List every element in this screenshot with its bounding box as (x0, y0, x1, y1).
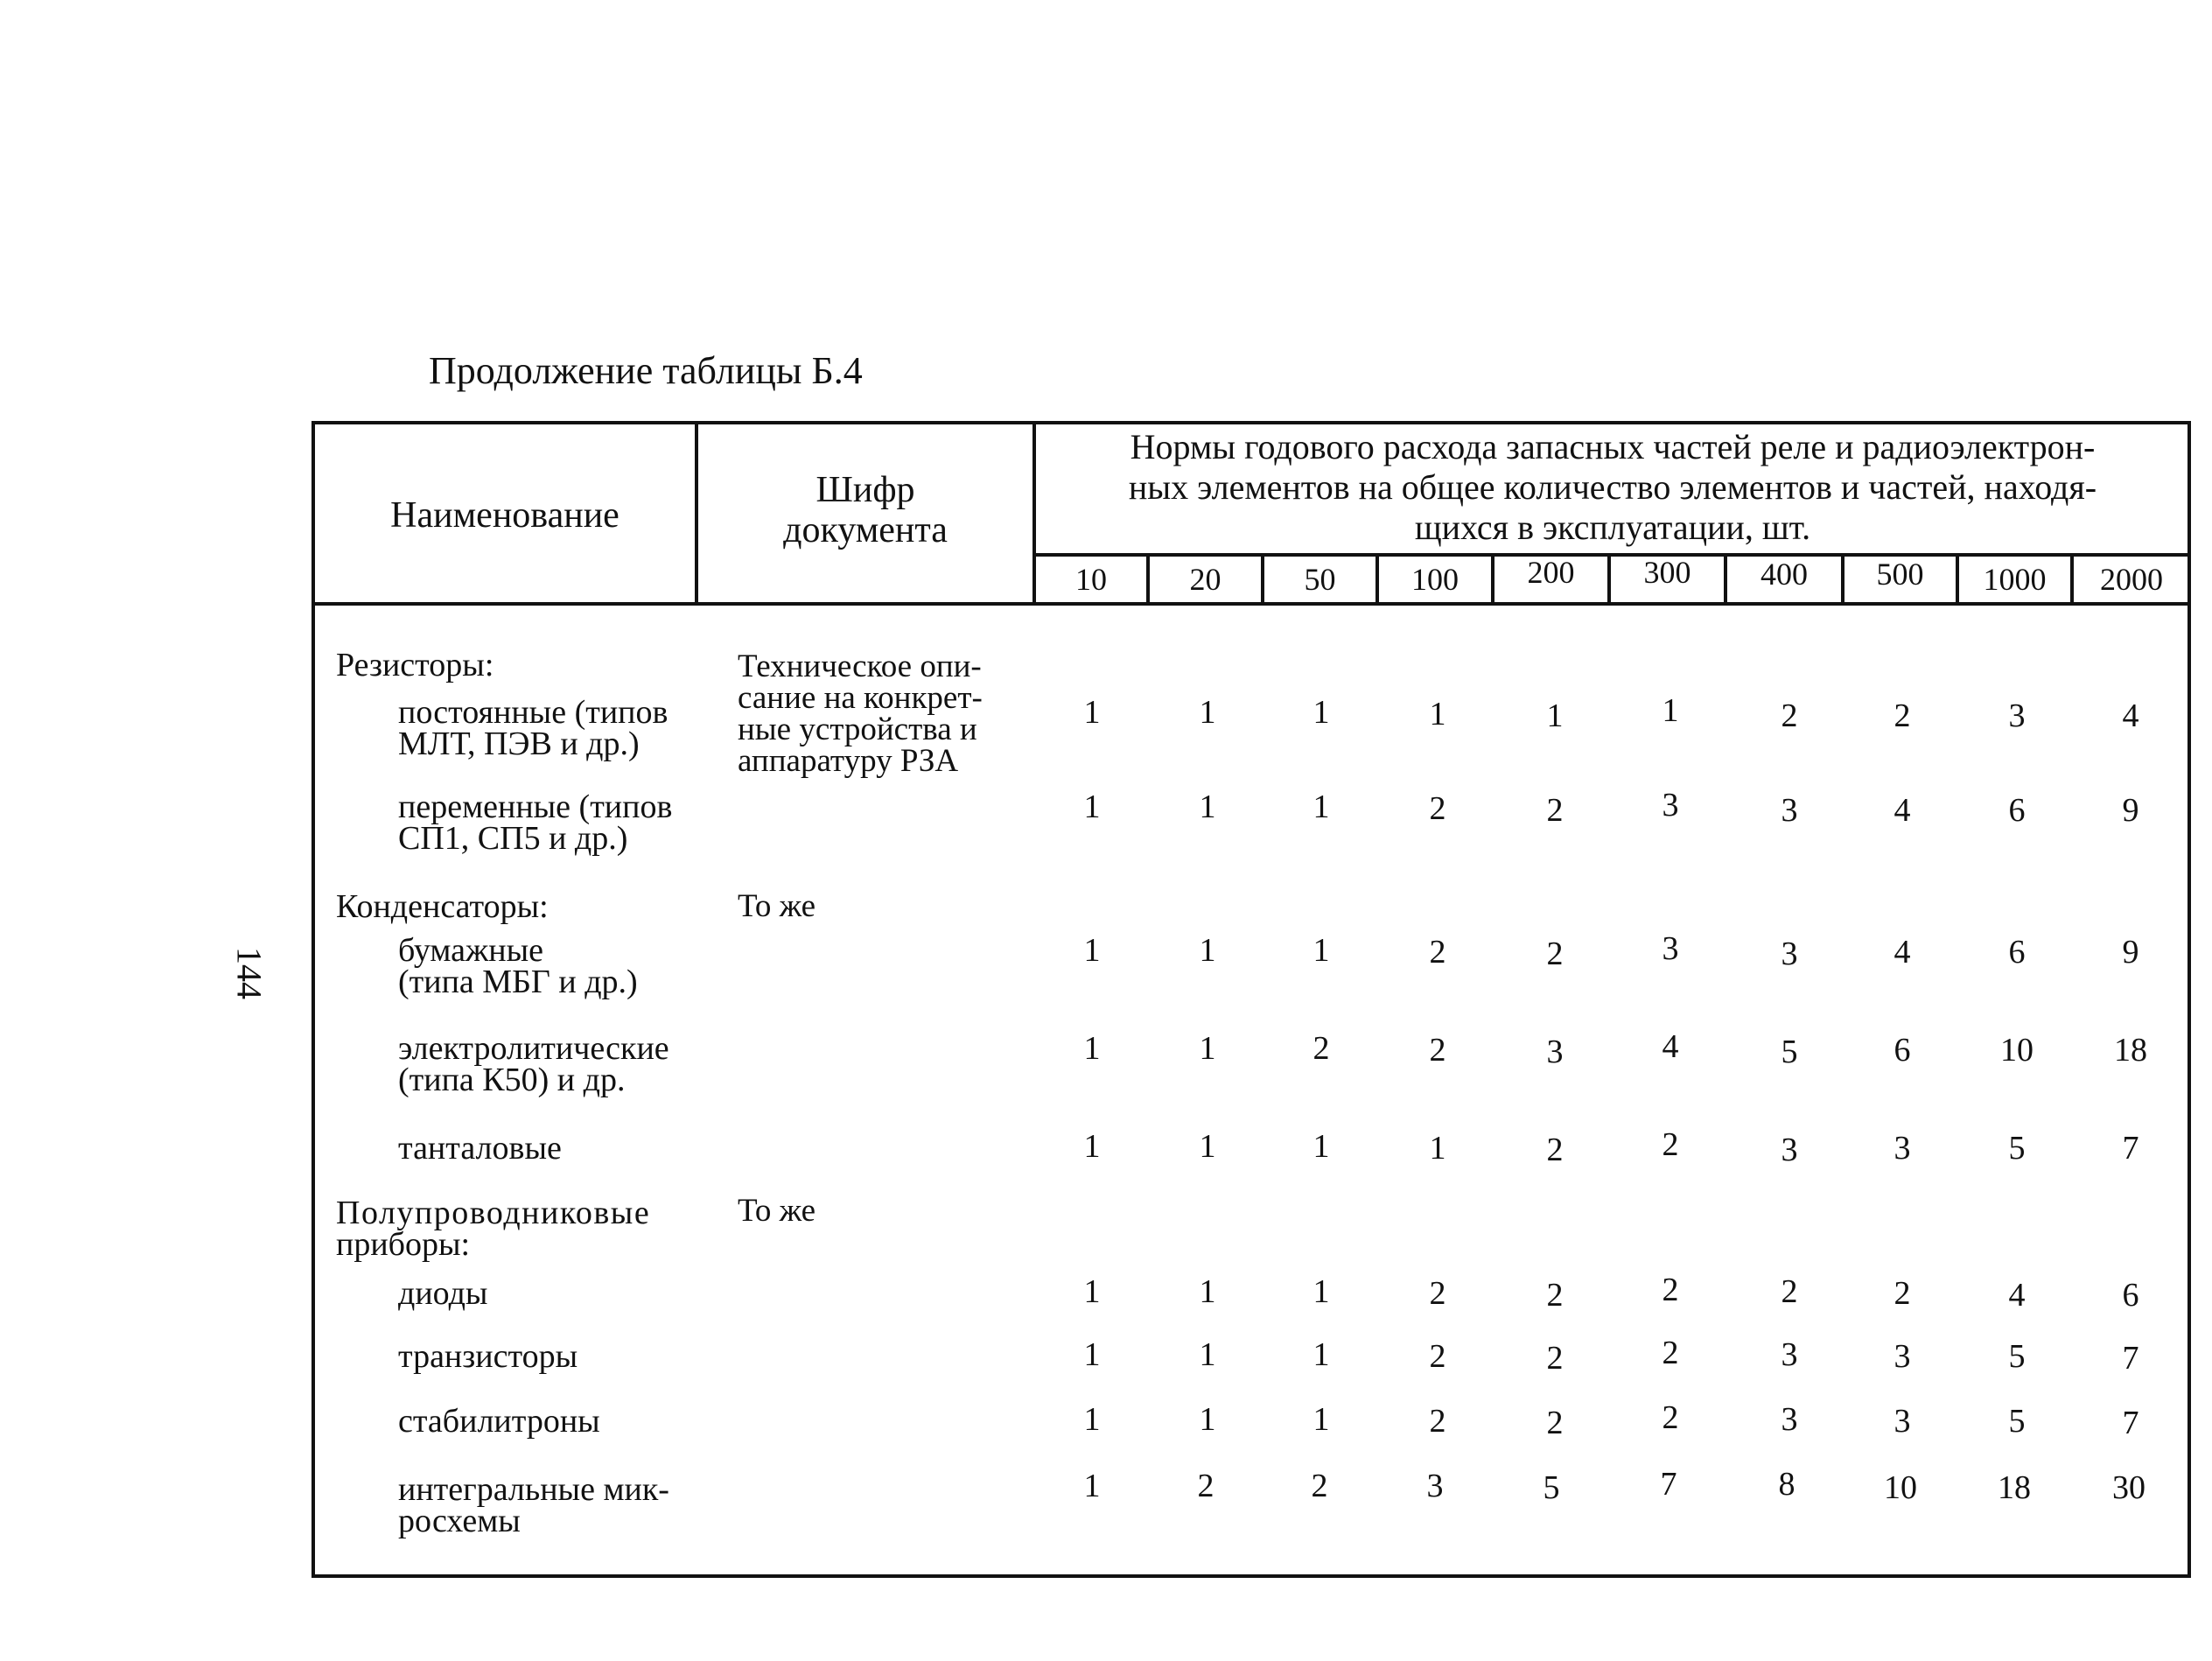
table-cell: 3 (1426, 1468, 1444, 1504)
table-cell: 2 (1662, 1335, 1679, 1371)
table-cell: 1 (1083, 788, 1101, 825)
table-cell: 3 (1662, 930, 1679, 967)
table-cell: 1 (1312, 1336, 1330, 1373)
row-name-line: переменные (типов (398, 788, 673, 825)
row-name-line: постоянные (типов (398, 694, 668, 731)
row-name-line: электролитические (398, 1030, 669, 1067)
table-cell: 1 (1083, 1273, 1101, 1310)
row-name-line: (типа МБГ и др.) (398, 964, 638, 1000)
table-cell: 3 (1546, 1034, 1564, 1070)
table-cell: 18 (2114, 1032, 2147, 1069)
table-cell: 1 (1083, 932, 1101, 969)
document-reference (738, 1195, 816, 1227)
table-cell: 6 (2008, 934, 2026, 971)
category-label: Резисторы: (336, 647, 494, 683)
quantity-header: 500 (1876, 557, 1924, 592)
table-cell: 2 (1894, 697, 1911, 734)
table-cell: 3 (1781, 1132, 1798, 1168)
row-name-line: транзисторы (398, 1338, 578, 1375)
table-cell: 2 (1662, 1126, 1679, 1163)
header-norms (1036, 427, 2189, 548)
table-cell: 2 (1546, 1132, 1564, 1168)
header-norms-line: ных элементов на общее количество элементов и частей, находя- (1128, 467, 2097, 507)
quantity-header: 1000 (1983, 562, 2047, 597)
category-label-line: приборы: (336, 1226, 471, 1263)
table-cell: 8 (1778, 1466, 1796, 1503)
row-name-line: (типа К50) и др. (398, 1062, 626, 1098)
table-cell: 3 (1781, 792, 1798, 829)
row-name-line: интегральные мик- (398, 1471, 669, 1508)
header-doc-code-line: Шифр (816, 470, 915, 510)
row-name-line: бумажные (398, 932, 544, 969)
table-cell: 1 (1312, 694, 1330, 731)
table-cell: 2 (1197, 1468, 1214, 1504)
row-name-line: танталовые (398, 1130, 562, 1167)
table-cell: 1 (1199, 694, 1216, 731)
table-cell: 5 (2008, 1338, 2026, 1375)
row-name-line: СП1, СП5 и др.) (398, 820, 628, 857)
table-cell: 1 (1429, 1130, 1446, 1167)
table-cell: 4 (2008, 1277, 2026, 1314)
table-cell: 2 (1312, 1030, 1330, 1067)
table-cell: 3 (1894, 1338, 1911, 1375)
table-cell: 2 (1546, 936, 1564, 972)
document-reference-line: ные устройства и (738, 711, 977, 747)
document-reference (738, 888, 816, 924)
quantity-header: 300 (1643, 555, 1691, 590)
table-cell: 2 (1429, 1275, 1446, 1312)
table-cell: 1 (1199, 932, 1216, 969)
table-cell: 1 (1083, 1401, 1101, 1438)
document-reference-line: Техническое опи- (738, 648, 982, 684)
table-cell: 3 (1662, 787, 1679, 823)
table-cell: 2 (1429, 934, 1446, 971)
category-label (336, 1195, 651, 1263)
table-cell: 1 (1083, 1336, 1101, 1373)
document-reference (738, 648, 983, 779)
row-name (398, 1130, 562, 1167)
table-caption: Продолжение таблицы Б.4 (429, 349, 863, 392)
table-cell: 2 (1781, 1273, 1798, 1310)
table-cell: 7 (2122, 1130, 2139, 1167)
quantity-header: 2000 (2100, 562, 2163, 597)
table-cell: 5 (2008, 1130, 2026, 1167)
table-cell: 7 (1660, 1466, 1677, 1503)
table-cell: 6 (2122, 1277, 2139, 1314)
header-norms-line: Нормы годового расхода запасных частей реле и радиоэлектрон- (1130, 427, 2096, 466)
row-name (398, 1338, 578, 1375)
table-cell: 1 (1312, 1128, 1330, 1165)
table-cell: 2 (1546, 1340, 1564, 1377)
row-name (398, 932, 638, 1000)
document-reference-line: сание на конкрет- (738, 680, 983, 716)
table-cell: 1 (1312, 788, 1330, 825)
table-cell: 4 (1662, 1028, 1679, 1065)
table-cell: 6 (2008, 792, 2026, 829)
table-cell: 7 (2122, 1340, 2139, 1377)
row-name (398, 1030, 669, 1098)
row-name-line: диоды (398, 1275, 488, 1312)
table-cell: 30 (2112, 1469, 2146, 1506)
table-cell: 1 (1199, 1336, 1216, 1373)
row-name (398, 694, 668, 762)
quantity-header: 100 (1411, 562, 1459, 597)
table-cell: 6 (1894, 1032, 1911, 1069)
quantity-header: 200 (1527, 555, 1575, 590)
table-cell: 1 (1083, 1128, 1101, 1165)
table-cell: 1 (1083, 1030, 1101, 1067)
header-doc-code (698, 470, 1032, 550)
table-cell: 1 (1199, 1401, 1216, 1438)
table-cell: 1 (1199, 788, 1216, 825)
table-cell: 4 (1894, 792, 1911, 829)
table-cell: 10 (2000, 1032, 2034, 1069)
row-name-line: росхемы (398, 1503, 521, 1539)
table-cell: 7 (2122, 1405, 2139, 1441)
table-cell: 10 (1884, 1469, 1917, 1506)
table-cell: 4 (2122, 697, 2139, 734)
category-label: Конденсаторы: (336, 888, 549, 925)
header-name: Наименование (390, 495, 620, 536)
quantity-header: 50 (1304, 562, 1336, 597)
document-reference-line: То же (738, 888, 816, 924)
table-cell: 5 (2008, 1403, 2026, 1440)
row-name (398, 788, 673, 857)
table-cell: 4 (1894, 934, 1911, 971)
table-cell: 5 (1781, 1034, 1798, 1070)
row-name-line: МЛТ, ПЭВ и др.) (398, 725, 640, 762)
header-bottom-rule (313, 602, 2189, 606)
table-cell: 1 (1546, 697, 1564, 734)
table-cell: 18 (1998, 1469, 2031, 1506)
document-reference-line: аппаратуру РЗА (738, 743, 959, 779)
table-cell: 1 (1199, 1273, 1216, 1310)
table-cell: 3 (1781, 1401, 1798, 1438)
quantity-header: 10 (1075, 562, 1107, 597)
header-norms-line: щихся в эксплуатации, шт. (1414, 508, 1811, 547)
row-name (398, 1471, 669, 1539)
header-doc-code-line: документа (783, 510, 948, 550)
page-number: 144 (229, 947, 270, 999)
table-cell: 1 (1312, 1401, 1330, 1438)
category-label-line: Полупроводниковые (336, 1195, 651, 1231)
table-cell: 2 (1429, 1032, 1446, 1069)
table-cell: 2 (1662, 1399, 1679, 1436)
table-cell: 9 (2122, 934, 2139, 971)
table-cell: 2 (1894, 1275, 1911, 1312)
table-cell: 3 (2008, 697, 2026, 734)
row-name-line: стабилитроны (398, 1403, 600, 1440)
table-cell: 1 (1083, 1468, 1101, 1504)
table-cell: 1 (1429, 696, 1446, 732)
table-cell: 1 (1199, 1128, 1216, 1165)
table-cell: 3 (1781, 936, 1798, 972)
table-cell: 3 (1894, 1130, 1911, 1167)
document-reference-line: То же (738, 1193, 816, 1229)
table-cell: 2 (1781, 697, 1798, 734)
table-cell: 2 (1429, 1338, 1446, 1375)
table-cell: 1 (1662, 692, 1679, 729)
table-cell: 1 (1083, 694, 1101, 731)
table-cell: 1 (1312, 1273, 1330, 1310)
table-cell: 1 (1312, 932, 1330, 969)
quantity-header: 20 (1189, 562, 1222, 597)
table-cell: 3 (1781, 1336, 1798, 1373)
table-cell: 2 (1546, 1405, 1564, 1441)
row-name (398, 1275, 488, 1312)
table-cell: 2 (1311, 1468, 1328, 1504)
table-cell: 2 (1429, 790, 1446, 827)
table-cell: 2 (1429, 1403, 1446, 1440)
table-cell: 2 (1662, 1272, 1679, 1308)
quantity-header: 400 (1760, 557, 1808, 592)
table-cell: 9 (2122, 792, 2139, 829)
row-name (398, 1403, 600, 1440)
table-cell: 2 (1546, 1277, 1564, 1314)
table-cell: 2 (1546, 792, 1564, 829)
table-cell: 5 (1543, 1469, 1560, 1506)
table-cell: 3 (1894, 1403, 1911, 1440)
table-cell: 1 (1199, 1030, 1216, 1067)
